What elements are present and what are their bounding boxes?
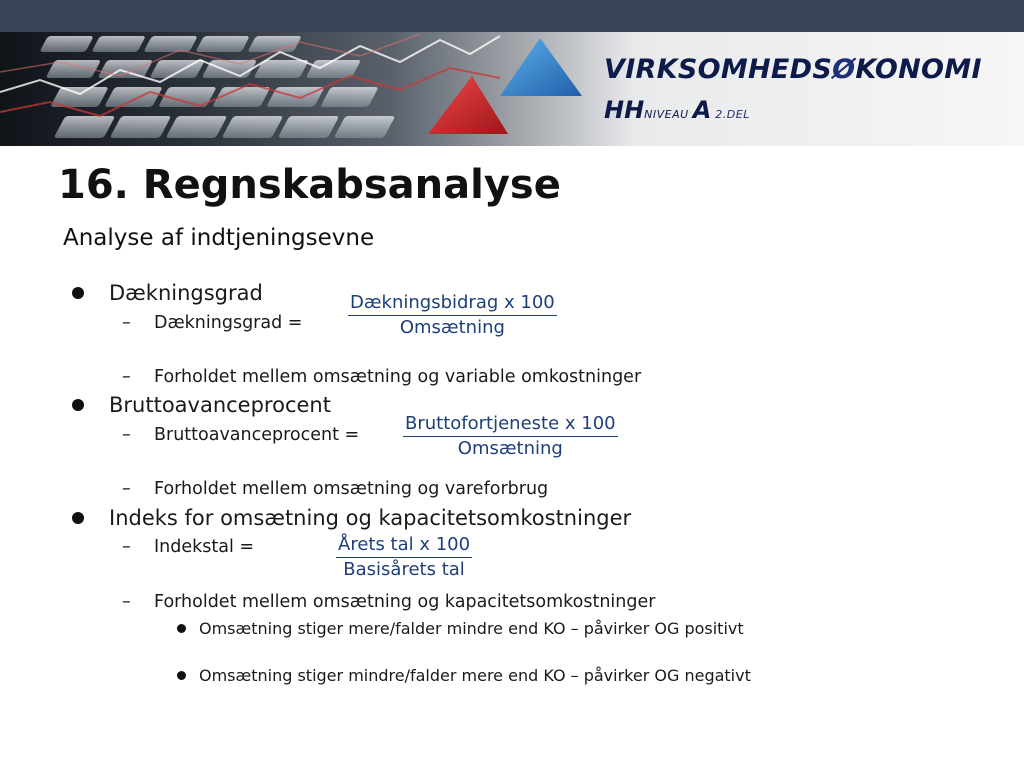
top-strip	[0, 0, 1024, 32]
bullet-heading: Indeks for omsætning og kapacitetsomkostninger	[109, 506, 632, 530]
header-banner	[0, 32, 1024, 146]
fraction-denominator: Basisårets tal	[343, 559, 465, 580]
note-indekstal: – Forholdet mellem omsætning og kapacitetsomkostninger	[122, 592, 656, 612]
slide-subtitle: Analyse af indtjeningsevne	[63, 225, 375, 251]
formula-label-bruttoavanceprocent: – Bruttoavanceprocent =	[122, 425, 360, 445]
brand-subtitle: HHNIVEAU A 2.DEL	[604, 96, 750, 124]
sub-point-negative: Omsætning stiger mindre/falder mere end KO – påvirker OG negativt	[177, 666, 751, 685]
note-daekningsgrad: – Forholdet mellem omsætning og variable omkostninger	[122, 367, 642, 387]
fraction-numerator: Årets tal x 100	[336, 534, 472, 558]
keyboard-graph-image	[0, 32, 620, 146]
sub-point-positive: Omsætning stiger mere/falder mindre end KO – påvirker OG positivt	[177, 619, 744, 638]
bullet-daekningsgrad	[72, 281, 263, 305]
slide-title: 16. Regnskabsanalyse	[58, 162, 561, 208]
fraction-denominator: Omsætning	[399, 317, 505, 338]
formula-label-indekstal: – Indekstal =	[122, 537, 255, 557]
blue-triangle-icon	[500, 38, 582, 96]
formula-fraction-bruttoavanceprocent	[403, 413, 618, 461]
formula-label-daekningsgrad: – Dækningsgrad =	[122, 313, 303, 333]
bullet-bruttoavanceprocent	[72, 393, 331, 417]
bullet-heading: Bruttoavanceprocent	[109, 393, 331, 417]
bullet-dot-icon	[72, 512, 84, 524]
fraction-numerator: Bruttofortjeneste x 100	[403, 413, 618, 437]
brand-title: VIRKSOMHEDSØKONOMI	[604, 54, 982, 85]
red-triangle-icon	[428, 76, 508, 134]
bullet-dot-icon	[72, 399, 84, 411]
bullet-dot-icon	[177, 671, 186, 680]
bullet-dot-icon	[72, 287, 84, 299]
formula-fraction-indekstal	[336, 534, 472, 582]
bullet-dot-icon	[177, 624, 186, 633]
bullet-indeks	[72, 506, 631, 530]
note-bruttoavanceprocent: – Forholdet mellem omsætning og vareforbrug	[122, 479, 549, 499]
fraction-denominator: Omsætning	[457, 438, 563, 459]
fraction-numerator: Dækningsbidrag x 100	[348, 292, 557, 316]
bullet-heading: Dækningsgrad	[109, 281, 263, 305]
formula-fraction-daekningsgrad	[348, 292, 557, 340]
